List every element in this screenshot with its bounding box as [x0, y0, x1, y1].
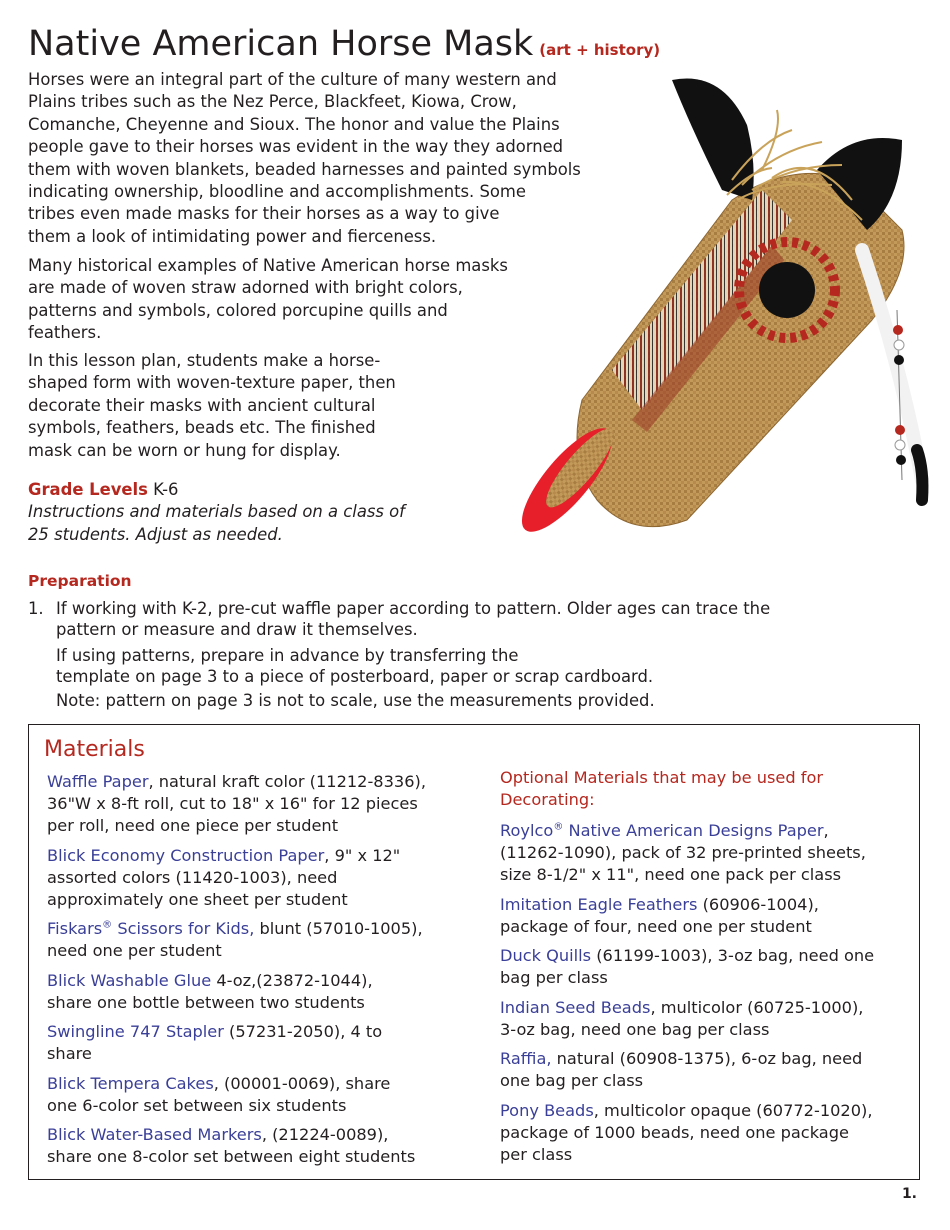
intro-paragraph-3: In this lesson plan, students make a horse- shaped form with woven-texture paper, then decorate their masks with ancient cultural symbols, feathers, beads etc. The finished mask can be worn or hung for display.: [28, 351, 396, 460]
grade-levels: [28, 479, 405, 546]
intro-paragraph-1: Horses were an integral part of the culture of many western and Plains tribes such as the Nez Perce, Blackfeet, Kiowa, Crow, Comanche, Cheyenne and Sioux. The honor and value the Plains people gave to their horses was evident in the way they adorned them with woven blankets, beaded harnesses and painted symbols indicating ownership, bloodline and accomplishments. Some tribes even made masks for their horses as a way to give them a look of intimidating power and fierceness.: [28, 70, 581, 246]
preparation-step-1: If working with K-2, pre-cut waffle paper according to pattern. Older ages can trace the pattern or measure and draw it themselves.: [56, 599, 771, 639]
materials-required-list: [47, 771, 477, 1176]
product-link[interactable]: Pony Beads: [500, 1100, 594, 1120]
list-item: Duck Quills (61199-1003), 3-oz bag, need one bag per class: [500, 946, 875, 987]
grade-note: Instructions and materials based on a class of: [28, 502, 405, 522]
product-link[interactable]: Indian Seed Beads: [500, 997, 651, 1017]
product-link[interactable]: Raffia,: [500, 1049, 552, 1068]
materials-box: [28, 724, 920, 1180]
product-link[interactable]: Blick Tempera Cakes: [47, 1073, 214, 1093]
preparation-heading: Preparation: [28, 572, 132, 590]
mask-body: [577, 173, 904, 526]
registered-mark: ®: [553, 821, 564, 833]
grade-note-2: 25 students. Adjust as needed.: [28, 524, 283, 544]
product-link[interactable]: Imitation Eagle Feathers: [500, 894, 698, 914]
product-link[interactable]: Blick Water-Based Markers: [47, 1125, 262, 1144]
registered-mark: ®: [102, 919, 113, 931]
product-link[interactable]: Swingline 747 Stapler: [47, 1022, 224, 1041]
preparation-scale-note: Note: pattern on page 3 is not to scale, use the measurements provided.: [56, 691, 655, 710]
list-item: Fiskars® Scissors for Kids, blunt (57010-1005), need one per student: [47, 919, 423, 960]
horse-mask-illustration: [432, 70, 947, 560]
list-item: Blick Water-Based Markers, (21224-0089), share one 8-color set between eight students: [47, 1125, 416, 1166]
grade-levels-value: K-6: [147, 480, 179, 499]
product-link[interactable]: Waffle Paper: [47, 772, 149, 791]
product-link[interactable]: Blick Washable Glue: [47, 970, 212, 990]
optional-materials-heading: Optional Materials that may be used for Decorating:: [500, 768, 824, 809]
list-item: Indian Seed Beads, multicolor (60725-1000), 3-oz bag, need one bag per class: [500, 997, 864, 1039]
title-text: Native American Horse Mask: [28, 24, 534, 64]
product-link[interactable]: Blick Economy Construction Paper: [47, 845, 325, 865]
preparation-pattern-note: If using patterns, prepare in advance by transferring the template on page 3 to a piece of posterboard, paper or scrap cardboard.: [56, 646, 654, 686]
product-link[interactable]: Duck Quills: [500, 946, 592, 965]
title-subtitle: (art + history): [539, 41, 661, 59]
list-item: Blick Tempera Cakes, (00001-0069), share one 6-color set between six students: [47, 1073, 391, 1115]
page-title: [28, 24, 660, 64]
product-link[interactable]: Fiskars® Scissors for Kids,: [47, 919, 255, 938]
list-item: Imitation Eagle Feathers (60906-1004), package of four, need one per student: [500, 894, 819, 936]
list-item: Swingline 747 Stapler (57231-2050), 4 to share: [47, 1022, 383, 1063]
list-item: Raffia, natural (60908-1375), 6-oz bag, need one bag per class: [500, 1049, 863, 1090]
grade-levels-label: Grade Levels: [28, 480, 148, 499]
list-item: Roylco® Native American Designs Paper, (11262-1090), pack of 32 pre-printed sheets, size 8-1/2" x 11", need one pack per class: [500, 821, 866, 884]
materials-heading: Materials: [44, 737, 145, 762]
list-item: Blick Washable Glue 4-oz,(23872-1044), share one bottle between two students: [47, 970, 373, 1012]
list-item: Waffle Paper, natural kraft color (11212-8336), 36"W x 8-ft roll, cut to 18" x 16" for 12 pieces per roll, need one piece per student: [47, 772, 426, 835]
list-item: Pony Beads, multicolor opaque (60772-1020), package of 1000 beads, need one package per class: [500, 1100, 873, 1164]
intro-paragraph-2: Many historical examples of Native American horse masks are made of woven straw adorned with bright colors, patterns and symbols, colored porcupine quills and feathers.: [28, 256, 508, 343]
materials-optional-list: [500, 767, 915, 1173]
page-number: 1.: [901, 1186, 917, 1202]
product-link[interactable]: Roylco® Native American Designs Paper: [500, 821, 824, 840]
list-item: Blick Economy Construction Paper, 9" x 12" assorted colors (11420-1003), need approximately one sheet per student: [47, 845, 401, 909]
preparation-step-number: 1.: [28, 599, 44, 618]
